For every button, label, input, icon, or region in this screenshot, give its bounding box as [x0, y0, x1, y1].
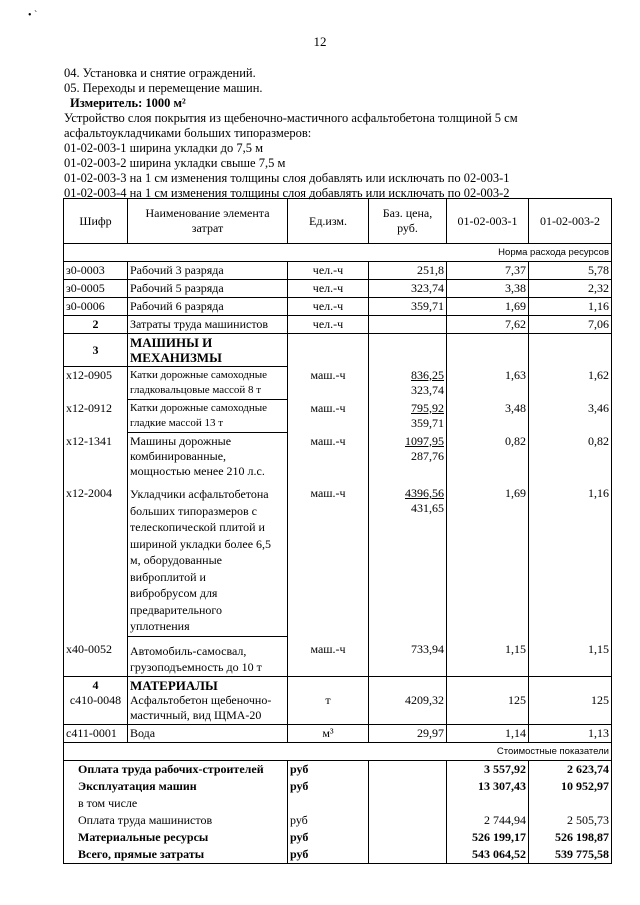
- cell-unit: маш.-ч: [288, 367, 369, 400]
- cell-code: х12-0905: [64, 367, 128, 400]
- cost-unit: руб: [288, 760, 369, 778]
- intro-line: 04. Установка и снятие ограждений.: [64, 66, 256, 80]
- cell-unit: маш.-ч: [288, 400, 369, 433]
- cell-price: [369, 367, 447, 400]
- cost-row: [64, 778, 612, 795]
- cost-v1: [447, 795, 529, 812]
- cost-v2: 539 775,58: [529, 846, 612, 864]
- cell-v2: 125: [529, 676, 612, 724]
- cost-v1: 543 064,52: [447, 846, 529, 864]
- cost-row: [64, 829, 612, 846]
- cell-name: [128, 636, 288, 676]
- cell-v2: 1,15: [529, 636, 612, 676]
- cell-v2: [529, 334, 612, 367]
- cost-row: [64, 812, 612, 829]
- cell-v1: 7,62: [447, 316, 529, 334]
- cost-v1: 526 199,17: [447, 829, 529, 846]
- table-row: [64, 400, 612, 433]
- cell-v1: 3,38: [447, 280, 529, 298]
- table-row: [64, 480, 612, 636]
- cell-code: з0-0006: [64, 298, 128, 316]
- name-line: уплотнения: [130, 619, 190, 633]
- cell-v1: 125: [447, 676, 529, 724]
- intro-line: 05. Переходы и перемещение машин.: [64, 81, 263, 95]
- intro-block: [64, 66, 624, 201]
- cost-empty: [369, 846, 447, 864]
- name-line: Асфальтобетон щебеночно-: [130, 692, 272, 707]
- cell-code: з0-0003: [64, 262, 128, 280]
- cell-code: х40-0052: [64, 636, 128, 676]
- table-row: [64, 433, 612, 481]
- header-unit: Ед.изм.: [288, 199, 369, 244]
- table-row: [64, 298, 612, 316]
- cell-name: [128, 367, 288, 400]
- cost-name: Эксплуатация машин: [64, 778, 288, 795]
- cost-unit: руб: [288, 778, 369, 795]
- name-line: шириной укладки более 6,5: [130, 536, 272, 551]
- cost-row: [64, 846, 612, 864]
- name-line: Машины дорожные: [130, 434, 232, 448]
- cell-price: [369, 400, 447, 433]
- cell-unit: маш.-ч: [288, 480, 369, 636]
- cost-unit: руб: [288, 846, 369, 864]
- cost-v2: 10 952,97: [529, 778, 612, 795]
- section-row: [64, 676, 612, 724]
- cell-code: с411-0001: [64, 724, 128, 742]
- cell-v1: 7,37: [447, 262, 529, 280]
- table-row: [64, 724, 612, 742]
- name-line: больших типоразмеров с: [130, 503, 257, 518]
- cell-price: [369, 480, 447, 636]
- cost-empty: [369, 812, 447, 829]
- cost-empty: [369, 829, 447, 846]
- header-code: Шифр: [64, 199, 128, 244]
- header-price: Баз. цена, руб.: [369, 199, 447, 244]
- cell-price: 359,71: [369, 298, 447, 316]
- table-row: [64, 280, 612, 298]
- intro-line: 01-02-003-1 ширина укладки до 7,5 м: [64, 141, 263, 155]
- name-line: Катки дорожные самоходные: [130, 402, 268, 414]
- cost-row: [64, 795, 612, 812]
- cost-header-row: [64, 742, 612, 760]
- name-line: м, оборудованные: [130, 553, 222, 567]
- cell-price: 733,94: [369, 636, 447, 676]
- cost-v1: 13 307,43: [447, 778, 529, 795]
- cell-v2: 2,32: [529, 280, 612, 298]
- cell-unit: м³: [288, 724, 369, 742]
- cell-price: [369, 316, 447, 334]
- cost-label: Стоимостные показатели: [64, 742, 612, 760]
- cost-unit: руб: [288, 829, 369, 846]
- name-line: вибробрусом для: [130, 586, 218, 600]
- resource-table: [63, 198, 612, 864]
- section-number: 2: [64, 316, 128, 334]
- table-row: [64, 636, 612, 676]
- intro-line: 01-02-003-2 ширина укладки свыше 7,5 м: [64, 156, 286, 170]
- cost-unit: [288, 795, 369, 812]
- section-number: 3: [64, 334, 128, 367]
- cell-price: 29,97: [369, 724, 447, 742]
- price-value: 836,25: [411, 367, 444, 382]
- section-row: [64, 316, 612, 334]
- header-name: Наименование элемента затрат: [128, 199, 288, 244]
- cost-v2: 526 198,87: [529, 829, 612, 846]
- section-title-line: МЕХАНИЗМЫ: [130, 350, 222, 365]
- cost-empty: [369, 760, 447, 778]
- cell-v2: 0,82: [529, 433, 612, 481]
- cell-name: [128, 676, 288, 724]
- cell-v2: 1,16: [529, 298, 612, 316]
- cell-unit: т: [288, 676, 369, 724]
- section-title-line: МАШИНЫ И: [130, 335, 213, 350]
- cost-v1: 3 557,92: [447, 760, 529, 778]
- cell-v2: 1,62: [529, 367, 612, 400]
- price-sub: 323,74: [411, 382, 444, 397]
- cell-price: [369, 433, 447, 481]
- cell-v1: 1,15: [447, 636, 529, 676]
- cost-v2: 2 623,74: [529, 760, 612, 778]
- cell-unit: маш.-ч: [288, 636, 369, 676]
- cost-row: [64, 760, 612, 778]
- cell-unit: чел.-ч: [288, 316, 369, 334]
- price-value: 4396,56: [405, 486, 444, 500]
- cell-v1: 1,69: [447, 298, 529, 316]
- name-line: мощностью менее 210 л.с.: [130, 464, 265, 478]
- cell-price: 251,8: [369, 262, 447, 280]
- section-name: Затраты труда машинистов: [128, 316, 288, 334]
- cell-code: з0-0005: [64, 280, 128, 298]
- table-row: [64, 262, 612, 280]
- intro-line: асфальтоукладчиками больших типоразмеров:: [64, 126, 312, 140]
- cell-v1: 1,63: [447, 367, 529, 400]
- cell-v1: 3,48: [447, 400, 529, 433]
- cost-name: Всего, прямые затраты: [64, 846, 288, 864]
- name-line: Автомобиль-самосвал,: [130, 643, 247, 658]
- cost-name: Оплата труда рабочих-строителей: [64, 760, 288, 778]
- name-line: грузоподъемность до 10 т: [130, 659, 262, 674]
- cost-name: в том числе: [64, 795, 288, 812]
- cell-unit: [288, 334, 369, 367]
- cell-name: [128, 433, 288, 481]
- table-row: [64, 367, 612, 400]
- norm-row: [64, 244, 612, 262]
- name-line: виброплитой и: [130, 569, 206, 584]
- cell-name: Рабочий 3 разряда: [128, 262, 288, 280]
- cell-v2: 3,46: [529, 400, 612, 433]
- intro-line: 01-02-003-3 на 1 см изменения толщины слоя добавлять или исключать по 02-003-1: [64, 171, 510, 185]
- cell-v2: 1,16: [529, 480, 612, 636]
- cost-v2: [529, 795, 612, 812]
- cost-unit: руб: [288, 812, 369, 829]
- name-line: телескопической плитой и: [130, 520, 265, 534]
- cell-unit: чел.-ч: [288, 280, 369, 298]
- cell-code: х12-1341: [64, 433, 128, 481]
- scan-marks: • `: [28, 10, 38, 21]
- name-line: мастичный, вид ЩМА-20: [130, 707, 262, 722]
- header-row: [64, 199, 612, 244]
- cell-v1: 1,14: [447, 724, 529, 742]
- section-title: МАТЕРИАЛЫ: [130, 677, 218, 693]
- cell-unit: чел.-ч: [288, 298, 369, 316]
- section-row: [64, 334, 612, 367]
- cell-v1: [447, 334, 529, 367]
- cost-v1: 2 744,94: [447, 812, 529, 829]
- cell-v1: 1,69: [447, 480, 529, 636]
- cell-price: [369, 334, 447, 367]
- cell-v2: 5,78: [529, 262, 612, 280]
- cell-unit: чел.-ч: [288, 262, 369, 280]
- name-line: предварительного: [130, 602, 223, 617]
- price-value: 795,92: [411, 400, 444, 415]
- cell-code: х12-0912: [64, 400, 128, 433]
- cell-v2: 1,13: [529, 724, 612, 742]
- intro-line: Устройство слоя покрытия из щебеночно-мастичного асфальтобетона толщиной 5 см: [64, 111, 518, 125]
- cost-empty: [369, 778, 447, 795]
- cell-name: [128, 480, 288, 636]
- cell-price: 4209,32: [369, 676, 447, 724]
- page-number: 12: [313, 34, 327, 49]
- name-line: комбинированные,: [130, 449, 227, 463]
- header-col2: 01-02-003-2: [529, 199, 612, 244]
- cell-code: х12-2004: [64, 480, 128, 636]
- price-value: 1097,95: [405, 433, 444, 448]
- cell-name: Рабочий 5 разряда: [128, 280, 288, 298]
- material-code-cell: [64, 676, 128, 724]
- price-sub: 287,76: [411, 448, 444, 463]
- cost-empty: [369, 795, 447, 812]
- norm-label: Норма расхода ресурсов: [64, 244, 612, 262]
- cost-name: Оплата труда машинистов: [64, 812, 288, 829]
- cell-price: 323,74: [369, 280, 447, 298]
- cell-unit: маш.-ч: [288, 433, 369, 481]
- name-line: гладкие массой 13 т: [130, 417, 224, 429]
- cost-v2: 2 505,73: [529, 812, 612, 829]
- cost-name: Материальные ресурсы: [64, 829, 288, 846]
- measure-unit: Измеритель: 1000 м²: [70, 96, 186, 110]
- price-sub: 359,71: [411, 415, 444, 430]
- name-line: Укладчики асфальтобетона: [130, 487, 269, 501]
- name-line: Катки дорожные самоходные: [130, 369, 268, 381]
- name-line: гладковальцовые массой 8 т: [130, 384, 262, 396]
- section-title: [128, 334, 288, 367]
- cell-name: Вода: [128, 724, 288, 742]
- cell-name: [128, 400, 288, 433]
- section-number: 4: [92, 677, 99, 692]
- header-col1: 01-02-003-1: [447, 199, 529, 244]
- cell-v2: 7,06: [529, 316, 612, 334]
- cell-name: Рабочий 6 разряда: [128, 298, 288, 316]
- price-sub: 431,65: [411, 501, 444, 515]
- cell-code: с410-0048: [69, 692, 122, 707]
- cell-v1: 0,82: [447, 433, 529, 481]
- intro-line: 01-02-003-4 на 1 см изменения толщины слоя добавлять или исключать по 02-003-2: [64, 186, 510, 200]
